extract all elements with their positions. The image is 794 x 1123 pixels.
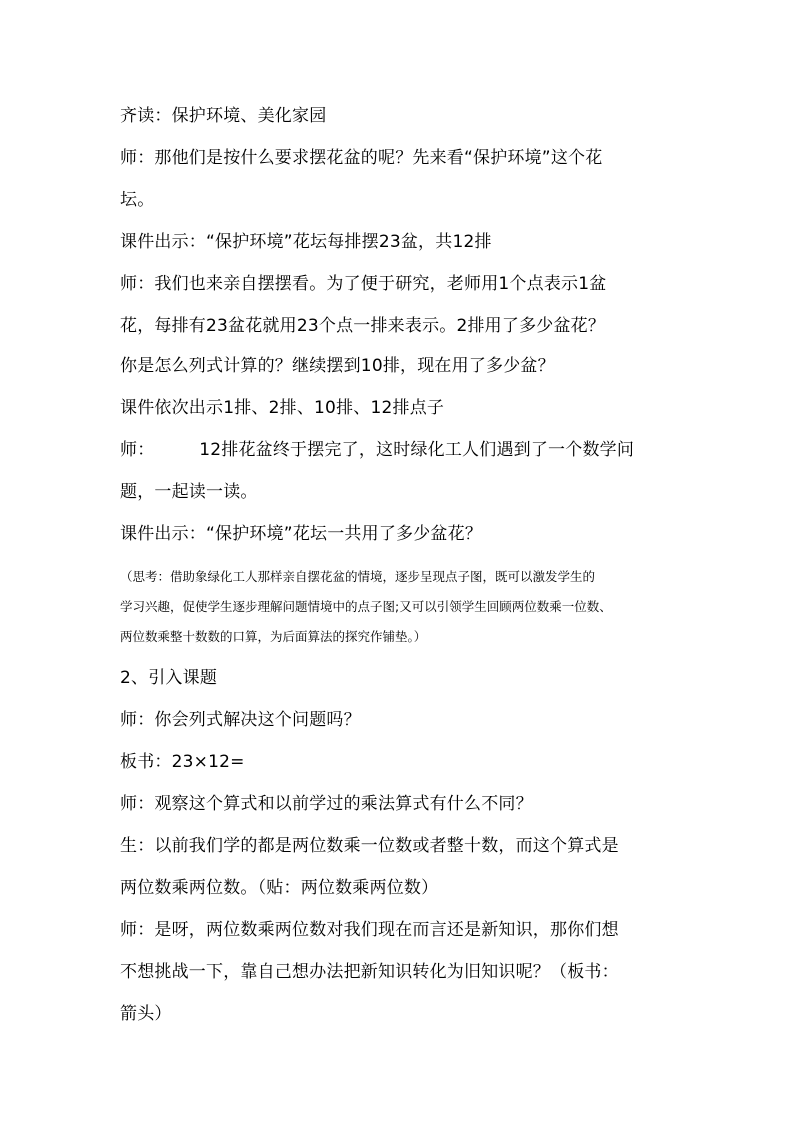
text-line: 师：观察这个算式和以前学过的乘法算式有什么不同？ xyxy=(120,794,533,814)
text-line: 师：我们也来亲自摆摆看。为了便于研究，老师用1个点表示1盆 xyxy=(120,274,607,294)
text-line: 箭头） xyxy=(120,1004,172,1024)
note-line: 学习兴趣，促使学生逐步理解问题情境中的点子图;又可以引领学生回顾两位数乘一位数、 xyxy=(120,599,612,614)
text-line: 两位数乘两位数。（贴：两位数乘两位数） xyxy=(120,878,439,898)
note-line: （思考：借助象绿化工人那样亲自摆花盆的情境，逐步呈现点子图，既可以激发学生的 xyxy=(120,569,596,584)
text-line: 课件依次出示1排、2排、10排、12排点子 xyxy=(120,398,445,418)
text-line: 师：你会列式解决这个问题吗？ xyxy=(120,710,361,730)
section-heading: 2、引入课题 xyxy=(120,668,218,688)
text-line: 题，一起读一读。 xyxy=(120,482,258,502)
text-line: 师： 12排花盆终于摆完了，这时绿化工人们遇到了一个数学问 xyxy=(120,440,635,460)
text-line: 生：以前我们学的都是两位数乘一位数或者整十数，而这个算式是 xyxy=(120,836,619,856)
text-line: 花，每排有23盆花就用23个点一排来表示。2排用了多少盆花？ xyxy=(120,316,606,336)
text-line: 板书：23×12= xyxy=(120,752,245,772)
text-line: 师：那他们是按什么要求摆花盆的呢？先来看“保护环境”这个花 xyxy=(120,148,603,168)
text-line: 课件出示：“保护环境”花坛一共用了多少盆花？ xyxy=(120,524,483,544)
text-line: 课件出示：“保护环境”花坛每排摆23盆，共12排 xyxy=(120,232,492,252)
text-line: 齐读：保护环境、美化家园 xyxy=(120,106,327,126)
text-line: 坛。 xyxy=(120,190,155,210)
text-line: 不想挑战一下，靠自己想办法把新知识转化为旧知识呢？（板书： xyxy=(120,962,619,982)
text-line: 你是怎么列式计算的？继续摆到10排，现在用了多少盆？ xyxy=(120,356,555,376)
text-line: 师：是呀，两位数乘两位数对我们现在而言还是新知识，那你们想 xyxy=(120,920,619,940)
note-line: 两位数乘整十数数的口算，为后面算法的探究作铺垫。） xyxy=(120,629,427,644)
